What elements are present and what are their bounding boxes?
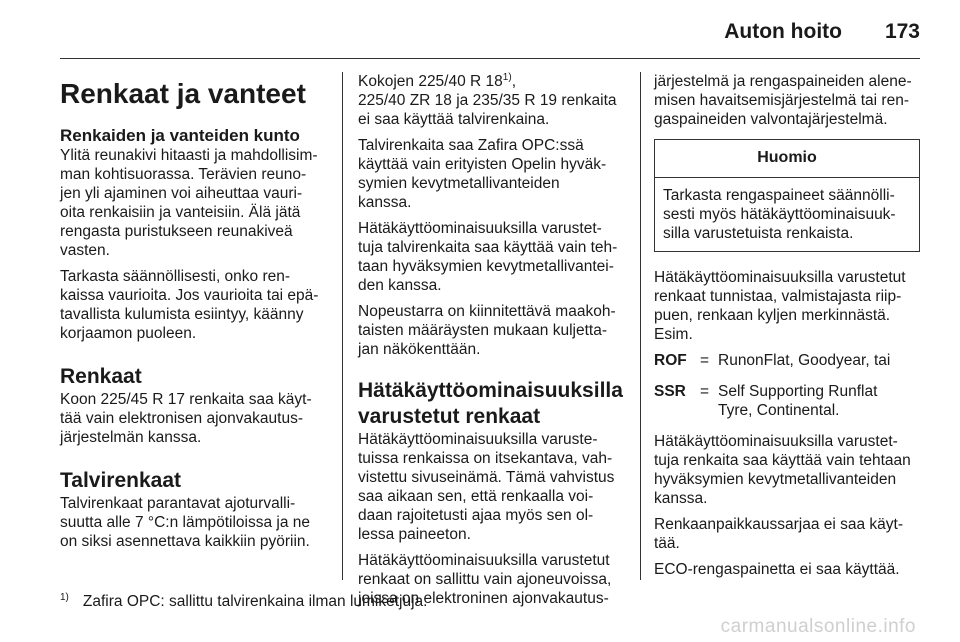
paragraph-condition-2: Tarkasta säännöllisesti, onko ren- kaissa vaurioita. Jos vaurioita tai epä- tavallista kulumista esiintyy, käänny korjaamon puoleen. [60,268,319,342]
footnote-text: Zafira OPC: sallittu talvirenkaina ilman lumiketjuja. [82,593,428,611]
page-title: Renkaat ja vanteet [60,78,306,109]
watermark: carmanualsonline.info [720,616,916,637]
column-3 [654,72,922,586]
heading-condition: Renkaiden ja vanteiden kunto [60,126,300,145]
definition-row [654,382,922,420]
section-title: Auton hoito [724,20,842,43]
definition-value: RunonFlat, Goodyear, tai [718,352,891,369]
footnote-mark: 1) [60,592,69,603]
column-divider-1 [342,72,343,580]
heading-tyres: Renkaat [60,365,142,388]
paragraph-runflat-desc: Hätäkäyttöominaisuuksilla varuste- tuissa renkaissa on itsekantava, vah- vistettu sivuseinämä. Tämä vahvistus saa aikaan sen, että renkaalla voi- daan rajoitetusti ajaa myös sen ol- lessa paineeton. [358,431,615,543]
notice-title: Huomio [655,140,919,178]
paragraph-identify: Hätäkäyttöominaisuuksilla varustetut renkaat tunnistaa, valmistajasta riip- puen, renkaan kyljen merkinnästä. Esim. [654,269,906,343]
footnote [60,588,920,611]
column-1 [60,72,328,558]
notice-body: Tarkasta rengaspaineet säännölli- sesti myös hätäkäyttöominaisuuk- silla varustetuista renkaista. [663,187,896,242]
definition-equals: = [700,352,710,369]
paragraph-zafira-opc: Talvirenkaita saa Zafira OPC:ssä käyttää vain erityisten Opelin hyväk- symien kevytmetallivanteiden kanssa. [358,137,607,211]
paragraph-eco: ECO-rengaspainetta ei saa käyttää. [654,561,900,578]
definition-row [654,351,922,370]
paragraph-runflat-winter: Hätäkäyttöominaisuuksilla varustet- tuja talvirenkaita saa käyttää vain teh- taan hyväksymien kevytmetallivantei- den kanssa. [358,220,618,294]
notice-box [654,139,920,252]
page-number: 173 [884,20,920,43]
sizes-text-cont: , 225/40 ZR 18 ja 235/35 R 19 renkaita ei saa käyttää talvirenkaina. [358,73,617,128]
footnote-ref: 1) [502,71,512,83]
page-header [0,0,960,62]
column-2 [358,72,626,615]
paragraph-tyres: Koon 225/45 R 17 renkaita saa käyt- tää vain elektronisen ajonvakautus- järjestelmän kanssa. [60,391,312,446]
sizes-text: Kokojen 225/40 R 18 [358,73,503,90]
paragraph-condition-1: Ylitä reunakivi hitaasti ja mahdollisim- man kohtisuorassa. Terävien reuno- jen yli ajaminen voi aiheuttaa vauri- oita renkaisiin ja vanteisiin. Älä jätä rengasta puristukseen reunakiveä vasten. [60,147,318,259]
heading-winter-tyres: Talvirenkaat [60,469,182,492]
definition-equals: = [700,383,710,400]
paragraph-sizes [358,72,626,129]
header-divider [60,58,920,59]
definition-value: Self Supporting Runflat Tyre, Continental. [718,383,878,419]
paragraph-systems: järjestelmä ja rengaspaineiden alene- misen havaitsemisjärjestelmä tai ren- gaspaineiden valvontajärjestelmä. [654,73,912,128]
definition-term: ROF [654,352,687,369]
paragraph-runflat-rims: Hätäkäyttöominaisuuksilla varustet- tuja renkaita saa käyttää vain tehtaan hyväksymien kevytmetallivanteiden kanssa. [654,433,911,507]
paragraph-repair-kit: Renkaanpaikkaussarjaa ei saa käyt- tää. [654,516,903,552]
paragraph-runflat-allowed: Hätäkäyttöominaisuuksilla varustetut renkaat on sallittu vain ajoneuvoissa, joissa on elektroninen ajonvakautus- [358,552,612,607]
heading-runflat: Hätäkäyttöominaisuuksilla varustetut renkaat [358,379,623,428]
definition-term: SSR [654,383,686,400]
paragraph-speed-label: Nopeustarra on kiinnitettävä maakoh- taisten määräysten mukaan kuljetta- jan näkökenttään. [358,303,616,358]
paragraph-winter-tyres: Talvirenkaat parantavat ajoturvalli- suutta alle 7 °C:n lämpötiloissa ja ne on siksi asennettava kaikkiin pyöriin. [60,495,311,550]
column-divider-2 [640,72,641,580]
definition-list [654,351,922,420]
